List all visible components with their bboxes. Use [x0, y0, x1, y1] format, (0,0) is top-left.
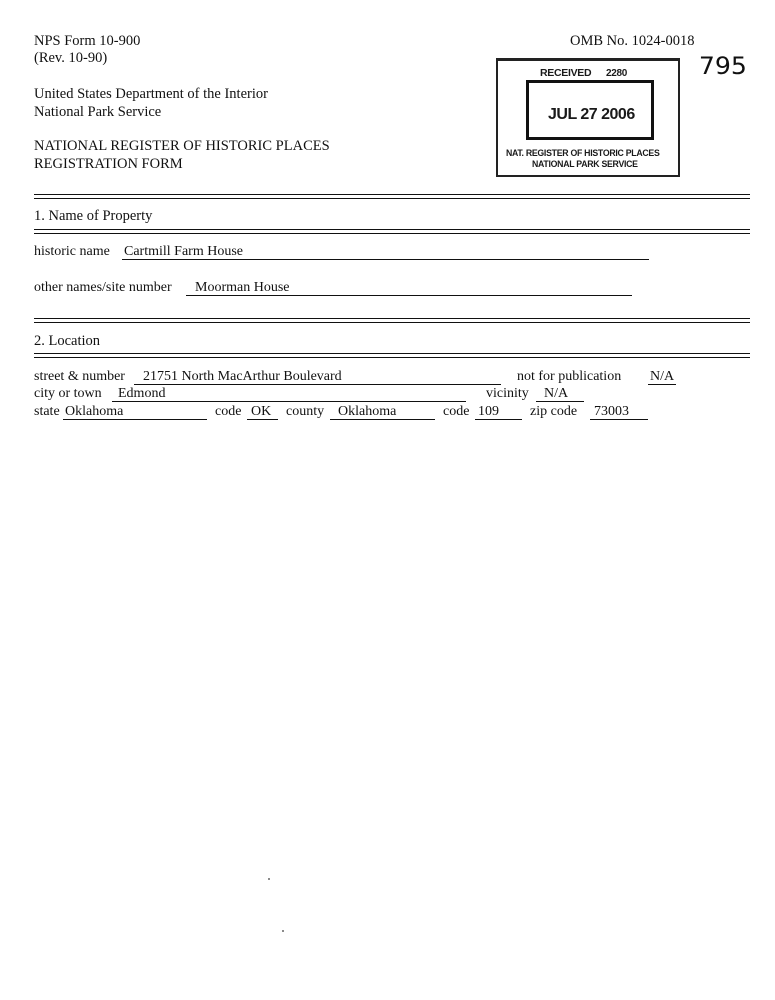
vicinity-value: N/A	[544, 386, 569, 401]
section2-top-rule	[34, 318, 750, 323]
form-title-line2: REGISTRATION FORM	[34, 156, 183, 172]
stamp-received-number: 2280	[606, 68, 628, 79]
not-for-publication-value: N/A	[650, 369, 675, 384]
street-field[interactable]	[134, 369, 501, 385]
stamp-footer-line2: NATIONAL PARK SERVICE	[532, 159, 638, 170]
handwritten-reference-number: 795	[698, 52, 747, 80]
state-code-field[interactable]	[247, 404, 278, 420]
agency-name: National Park Service	[34, 104, 162, 120]
received-stamp	[496, 58, 680, 176]
stamp-footer-line1: NAT. REGISTER OF HISTORIC PLACES	[506, 148, 660, 159]
department-name: United States Department of the Interior	[34, 86, 268, 102]
county-field[interactable]	[330, 404, 435, 420]
form-number: NPS Form 10-900	[34, 33, 141, 49]
city-label: city or town	[34, 386, 102, 401]
zip-field[interactable]	[590, 404, 648, 420]
section1-heading: 1. Name of Property	[34, 208, 153, 224]
stamp-received-label: RECEIVED	[540, 67, 592, 79]
section1-rule	[34, 229, 750, 234]
vicinity-label: vicinity	[486, 386, 529, 401]
county-code-field[interactable]	[475, 404, 522, 420]
section2-heading: 2. Location	[34, 333, 101, 349]
zip-label: zip code	[530, 404, 578, 419]
historic-name-field[interactable]	[122, 244, 649, 260]
zip-value: 73003	[594, 404, 629, 419]
section2-rule	[34, 353, 750, 358]
scan-speck	[268, 878, 270, 880]
city-value: Edmond	[118, 386, 166, 401]
form-title-line1: NATIONAL REGISTER OF HISTORIC PLACES	[34, 138, 330, 154]
county-code-value: 109	[478, 404, 499, 419]
omb-number: OMB No. 1024-0018	[570, 33, 695, 49]
other-names-value: Moorman House	[195, 280, 290, 295]
historic-name-label: historic name	[34, 244, 110, 259]
street-value: 21751 North MacArthur Boulevard	[143, 369, 342, 384]
street-label: street & number	[34, 369, 125, 384]
other-names-label: other names/site number	[34, 280, 172, 295]
state-label: state	[34, 404, 60, 419]
county-label: county	[286, 404, 325, 419]
vicinity-field[interactable]	[536, 386, 584, 402]
stamp-date: JUL 27 2006	[548, 106, 635, 123]
state-code-label: code	[215, 404, 242, 419]
state-code-value: OK	[251, 404, 272, 419]
header-rule	[34, 194, 750, 199]
not-for-publication-label: not for publication	[517, 369, 622, 384]
county-value: Oklahoma	[338, 404, 397, 419]
county-code-label: code	[443, 404, 470, 419]
state-field[interactable]	[63, 404, 207, 420]
other-names-field[interactable]	[186, 280, 632, 296]
city-field[interactable]	[112, 386, 466, 402]
scan-speck	[282, 930, 284, 932]
form-revision: (Rev. 10-90)	[34, 50, 108, 66]
state-value: Oklahoma	[65, 404, 124, 419]
historic-name-value: Cartmill Farm House	[124, 244, 243, 259]
not-for-publication-field[interactable]	[648, 369, 676, 385]
